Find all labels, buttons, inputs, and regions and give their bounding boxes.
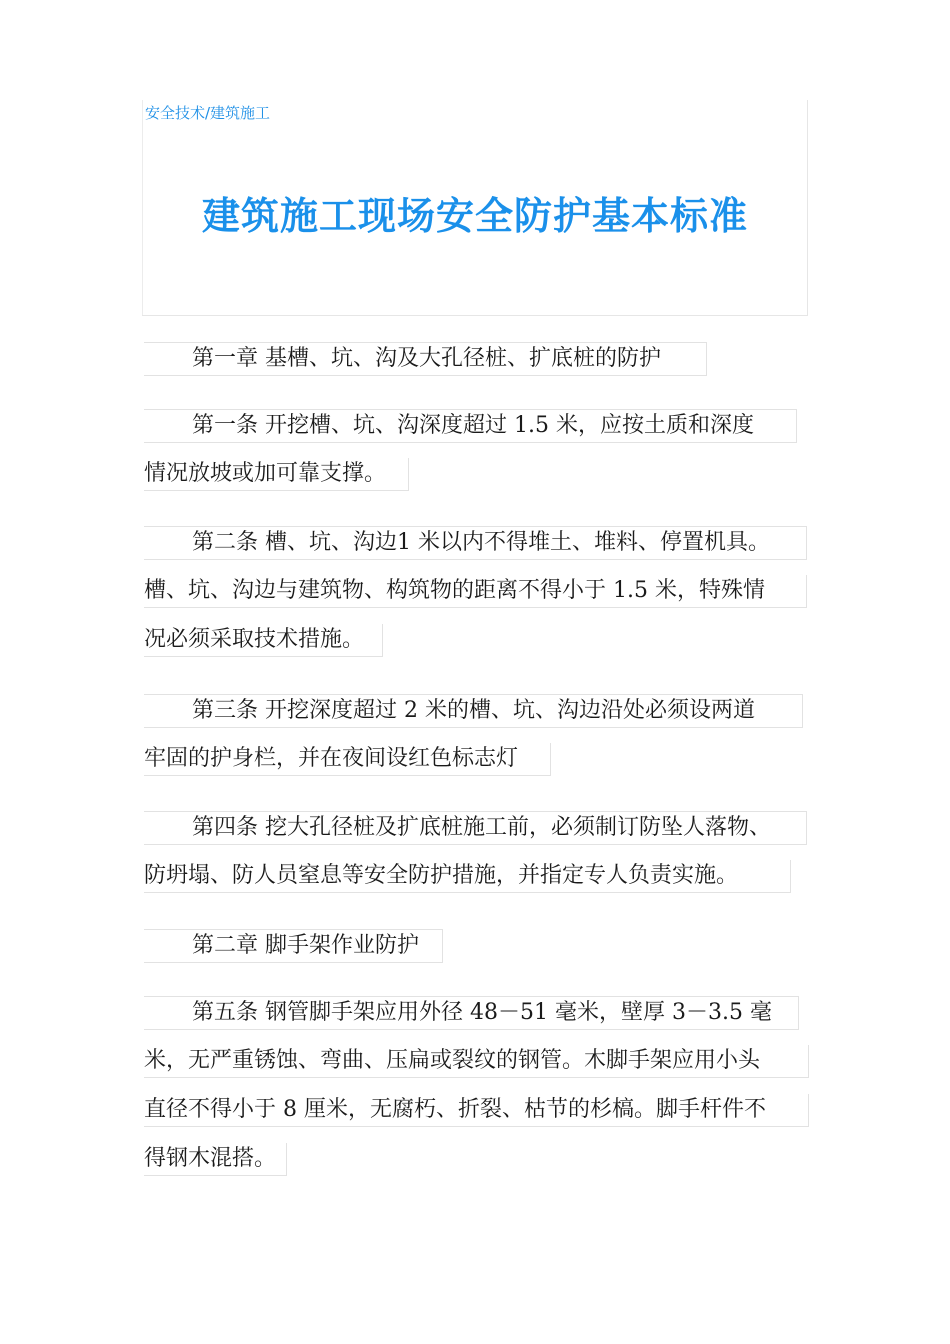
paragraph-line: 第三条 开挖深度超过 2 米的槽、坑、沟边沿处必须设两道 [144,694,803,728]
category-label: 安全技术/建筑施工 [145,104,271,122]
paragraph-line: 第一条 开挖槽、坑、沟深度超过 1.5 米，应按土质和深度 [144,409,797,443]
paragraph-line: 得钢木混搭。 [144,1143,287,1176]
paragraph-line: 第二条 槽、坑、沟边1 米以内不得堆土、堆料、停置机具。 [144,526,807,560]
chapter-heading: 第二章 脚手架作业防护 [144,929,443,963]
paragraph-line: 第五条 钢管脚手架应用外径 48－51 毫米，壁厚 3－3.5 毫 [144,996,799,1030]
paragraph-line: 直径不得小于 8 厘米，无腐朽、折裂、枯节的杉槁。脚手杆件不 [144,1094,809,1127]
paragraph-line: 第四条 挖大孔径桩及扩底桩施工前，必须制订防坠人落物、 [144,811,807,845]
paragraph-line: 情况放坡或加可靠支撑。 [144,458,409,491]
paragraph-line: 防坍塌、防人员窒息等安全防护措施，并指定专人负责实施。 [144,860,791,893]
paragraph-line: 米，无严重锈蚀、弯曲、压扁或裂纹的钢管。木脚手架应用小头 [144,1045,809,1078]
chapter-heading: 第一章 基槽、坑、沟及大孔径桩、扩底桩的防护 [144,342,707,376]
paragraph-line: 牢固的护身栏，并在夜间设红色标志灯 [144,743,551,776]
document-title: 建筑施工现场安全防护基本标准 [201,194,748,238]
paragraph-line: 况必须采取技术措施。 [144,624,383,657]
paragraph-line: 槽、坑、沟边与建筑物、构筑物的距离不得小于 1.5 米，特殊情 [144,575,807,608]
